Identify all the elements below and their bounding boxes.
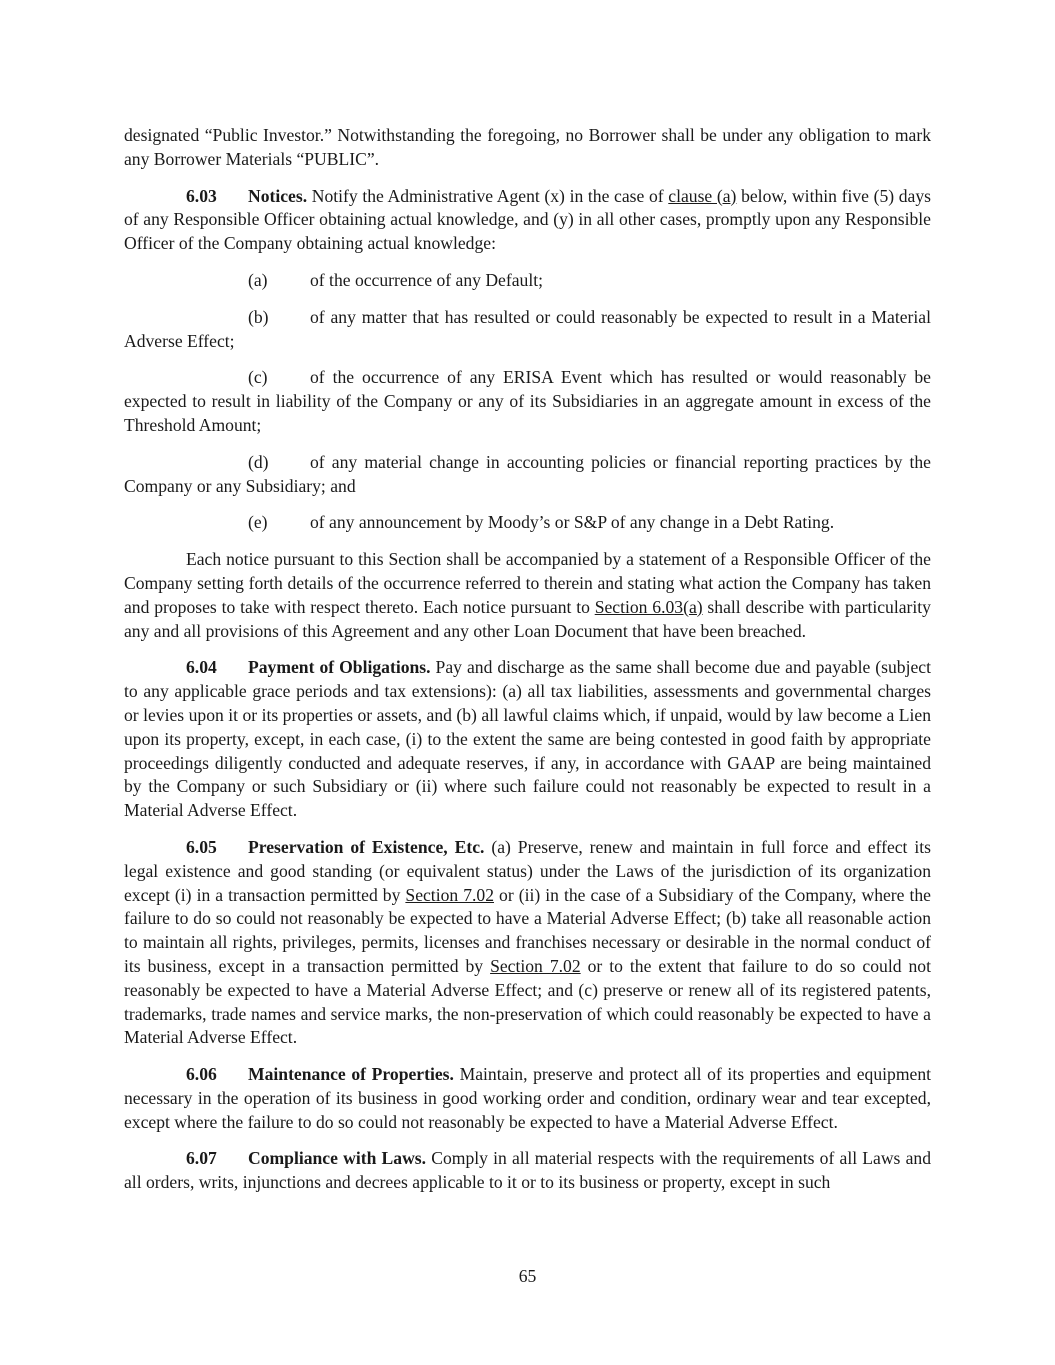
section-heading: Payment of Obligations. <box>248 657 431 678</box>
list-item-text: of the occurrence of any Default; <box>310 269 543 290</box>
list-item-label: (b) <box>248 306 269 327</box>
section-number: 6.03 <box>186 185 217 206</box>
section-number: 6.05 <box>186 836 217 857</box>
section-6-05-paragraph <box>124 836 931 1050</box>
list-item-text: of the occurrence of any ERISA Event which has resulted or would reasonably be expected to result in liability of the Company or any of its Subsidiaries in an aggregate amount in excess of the Threshold Amount; <box>124 367 931 435</box>
section-6-07-paragraph <box>124 1147 931 1195</box>
section-7-02-reference: Section 7.02 <box>405 884 494 905</box>
list-item-label: (d) <box>248 451 269 472</box>
list-item-label: (a) <box>248 269 268 290</box>
list-item-b <box>124 306 931 354</box>
list-item-c <box>124 366 931 437</box>
list-item-label: (c) <box>248 367 268 388</box>
section-heading: Compliance with Laws. <box>248 1148 427 1169</box>
section-7-02-reference: Section 7.02 <box>490 955 581 976</box>
section-6-03a-reference: Section 6.03(a) <box>594 596 703 617</box>
notice-text: Each notice pursuant to this Section shall be accompanied by a statement of a Responsible Officer of the Company setting forth details of the occurrence referred to therein and stating what action the Company has taken and proposes to take with respect thereto. Each notice pursuant to <box>124 549 931 617</box>
intro-paragraph: designated “Public Investor.” Notwithstanding the foregoing, no Borrower shall be under any obligation to mark any Borrower Materials “PUBLIC”. <box>124 125 931 169</box>
section-text: Comply in all material respects with the requirements of all Laws and all orders, writs, injunctions and decrees applicable to it or to its business or property, except in such <box>124 1148 931 1193</box>
section-text: or (ii) in the case of a Subsidiary of the Company, where the failure to do so could not reasonably be expected to have a Material Adverse Effect; (b) take all reasonable action to maintain all rights, privileges, permits, licenses and franchises necessary or desirable in the normal conduct of its business, except in a transaction permitted by <box>124 884 931 976</box>
list-item-e <box>124 511 931 535</box>
section-text: (a) Preserve, renew and maintain in full force and effect its legal existence and good standing (or equivalent status) under the Laws of the jurisdiction of its organization except (i) in a transaction permitted by <box>124 836 931 905</box>
notice-text: shall describe with particularity any and all provisions of this Agreement and any other Loan Document that have been breached. <box>124 596 931 641</box>
list-item-text: of any matter that has resulted or could reasonably be expected to result in a Material Adverse Effect; <box>124 306 931 351</box>
document-page <box>124 124 931 1208</box>
section-heading: Maintenance of Properties. <box>248 1064 454 1085</box>
section-number: 6.07 <box>186 1148 217 1169</box>
section-text: or to the extent that failure to do so could not reasonably be expected to have a Material Adverse Effect; and (c) preserve or renew all of its registered patents, trademarks, trade names and service marks, the non-preservation of which could reasonably be expected to have a Material Adverse Effect. <box>124 955 931 1048</box>
section-text: Pay and discharge as the same shall become due and payable (subject to any applicable grace periods and tax extensions): (a) all tax liabilities, assessments and governmental charges or levies upon it or its properties or assets, and (b) all lawful claims which, if unpaid, would by law become a Lien upon its property, except, in each case, (i) to the extent the same are being contested in good faith by appropriate proceedings diligently conducted and adequate reserves, if any, in accordance with GAAP are being maintained by the Company or such Subsidiary or (ii) where such failure could not reasonably be expected to result in a Material Adverse Effect. <box>124 657 931 821</box>
notice-paragraph <box>124 548 931 643</box>
section-heading: Notices. <box>248 185 308 206</box>
list-item-text: of any announcement by Moody’s or S&P of any change in a Debt Rating. <box>310 512 835 533</box>
list-item-label: (e) <box>248 512 268 533</box>
section-text: Notify the Administrative Agent (x) in the case of <box>307 185 669 206</box>
page-number: 65 <box>518 1266 537 1286</box>
section-text: Maintain, preserve and protect all of its properties and equipment necessary in the operation of its business in good working order and condition, ordinary wear and tear excepted, except where the failure to do so could not reasonably be expected to have a Material Adverse Effect. <box>124 1064 932 1132</box>
section-number: 6.06 <box>186 1064 217 1085</box>
section-6-06-paragraph <box>124 1063 931 1134</box>
section-heading: Preservation of Existence, Etc. <box>248 836 485 857</box>
clause-a-reference: clause (a) <box>668 185 737 206</box>
section-6-04-paragraph <box>124 656 931 823</box>
list-item-a <box>124 269 931 293</box>
section-text: below, within five (5) days of any Responsible Officer obtaining actual knowledge, and (y) in all other cases, promptly upon any Responsible Officer of the Company obtaining actual knowledge: <box>124 185 932 254</box>
section-number: 6.04 <box>186 657 217 678</box>
section-6-03-paragraph <box>124 185 931 256</box>
list-item-text: of any material change in accounting policies or financial reporting practices by the Company or any Subsidiary; and <box>124 451 931 496</box>
list-item-d <box>124 451 931 499</box>
